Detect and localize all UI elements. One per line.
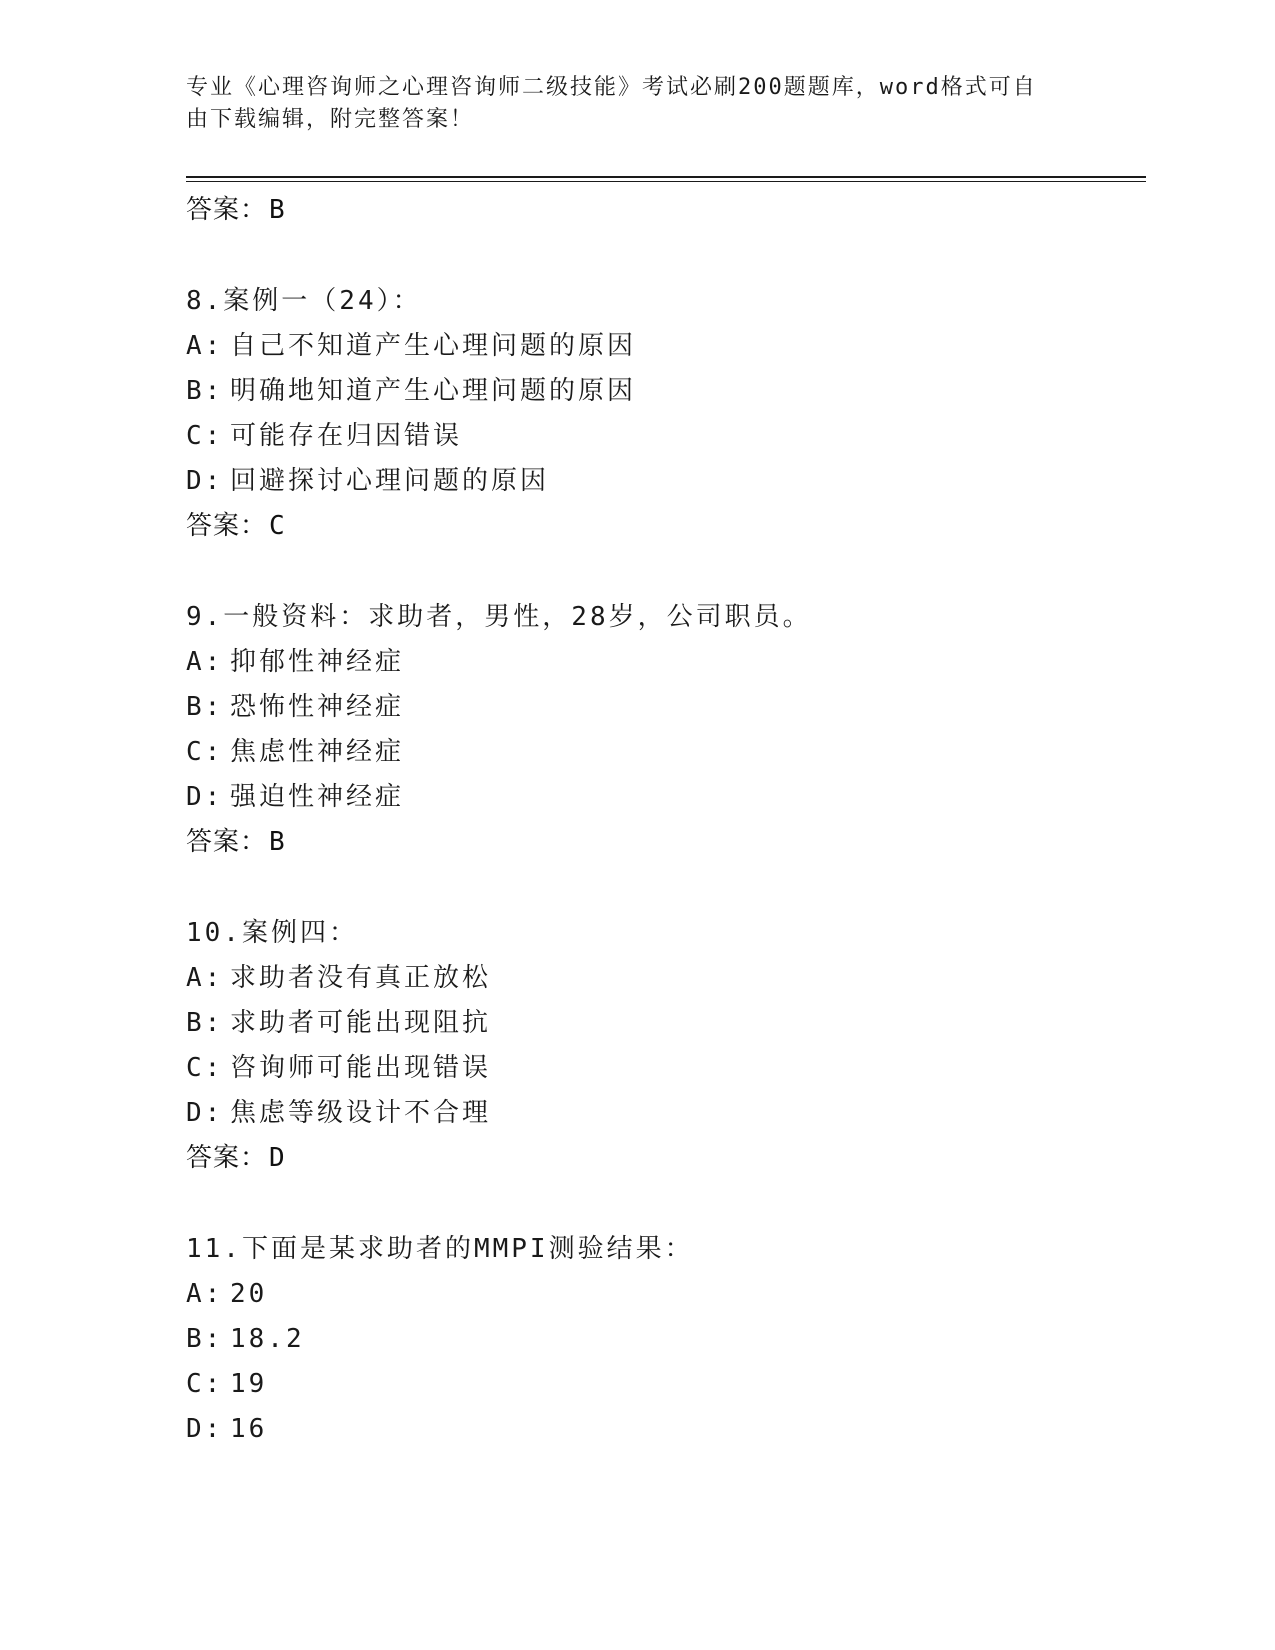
option-text: 19 <box>230 1369 268 1399</box>
option-text: 20 <box>230 1279 268 1309</box>
answer-line <box>186 504 1146 549</box>
question-option <box>186 730 1146 775</box>
question-stem: 9.一般资料：求助者，男性，28岁，公司职员。 <box>186 602 812 632</box>
option-text: 明确地知道产生心理问题的原因 <box>230 376 637 406</box>
option-text: 求助者可能出现阻抗 <box>230 1008 492 1038</box>
option-text: 咨询师可能出现错误 <box>230 1053 492 1083</box>
answer-value: C <box>269 511 286 541</box>
option-key: B: <box>186 1008 224 1038</box>
header-divider-thin <box>186 181 1146 182</box>
option-key: C: <box>186 421 224 451</box>
option-key: B: <box>186 376 224 406</box>
answer-line <box>186 820 1146 865</box>
question-item <box>186 279 1146 549</box>
option-key: D: <box>186 466 224 496</box>
option-text: 16 <box>230 1414 268 1444</box>
question-option <box>186 1317 1146 1362</box>
question-option <box>186 1001 1146 1046</box>
question-option <box>186 1407 1146 1452</box>
document-header <box>186 72 1066 136</box>
option-key: A: <box>186 1279 224 1309</box>
question-option <box>186 1362 1146 1407</box>
question-option <box>186 369 1146 414</box>
question-item <box>186 1227 1146 1452</box>
answer-label: 答案： <box>186 1143 268 1173</box>
option-text: 强迫性神经症 <box>230 782 405 812</box>
question-option <box>186 640 1146 685</box>
option-text: 可能存在归因错误 <box>230 421 463 451</box>
question-option <box>186 459 1146 504</box>
answer-label: 答案： <box>186 511 268 541</box>
option-text: 焦虑等级设计不合理 <box>230 1098 492 1128</box>
option-text: 回避探讨心理问题的原因 <box>230 466 550 496</box>
answer-line <box>186 188 1146 233</box>
option-key: D: <box>186 1414 224 1444</box>
answer-value: D <box>269 1143 286 1173</box>
option-key: A: <box>186 647 224 677</box>
answer-value: B <box>269 195 286 225</box>
option-text: 焦虑性神经症 <box>230 737 405 767</box>
option-key: D: <box>186 782 224 812</box>
header-line-2: 由下载编辑，附完整答案！ <box>186 107 475 132</box>
option-text: 抑郁性神经症 <box>230 647 405 677</box>
question-stem: 10.案例四： <box>186 918 358 948</box>
option-key: A: <box>186 331 224 361</box>
question-option <box>186 956 1146 1001</box>
question-stem: 8.案例一（24）： <box>186 286 422 316</box>
header-divider-thick <box>186 176 1146 178</box>
option-key: C: <box>186 1053 224 1083</box>
option-key: B: <box>186 1324 224 1354</box>
question-option <box>186 324 1146 369</box>
option-key: B: <box>186 692 224 722</box>
question-item <box>186 911 1146 1181</box>
answer-line <box>186 1136 1146 1181</box>
question-stem: 11.下面是某求助者的MMPI测验结果： <box>186 1234 694 1264</box>
question-option <box>186 1091 1146 1136</box>
answer-value: B <box>269 827 286 857</box>
answer-label: 答案： <box>186 195 268 225</box>
question-option <box>186 1046 1146 1091</box>
option-key: C: <box>186 737 224 767</box>
question-option <box>186 1272 1146 1317</box>
question-option <box>186 775 1146 820</box>
question-item <box>186 595 1146 865</box>
option-key: A: <box>186 963 224 993</box>
option-text: 恐怖性神经症 <box>230 692 405 722</box>
option-text: 自己不知道产生心理问题的原因 <box>230 331 637 361</box>
option-text: 求助者没有真正放松 <box>230 963 492 993</box>
header-line-1: 专业《心理咨询师之心理咨询师二级技能》考试必刷200题题库，word格式可自 <box>186 75 1037 100</box>
option-key: D: <box>186 1098 224 1128</box>
answer-label: 答案： <box>186 827 268 857</box>
option-text: 18.2 <box>230 1324 305 1354</box>
question-option <box>186 685 1146 730</box>
option-key: C: <box>186 1369 224 1399</box>
question-option <box>186 414 1146 459</box>
question-list <box>186 188 1146 1452</box>
